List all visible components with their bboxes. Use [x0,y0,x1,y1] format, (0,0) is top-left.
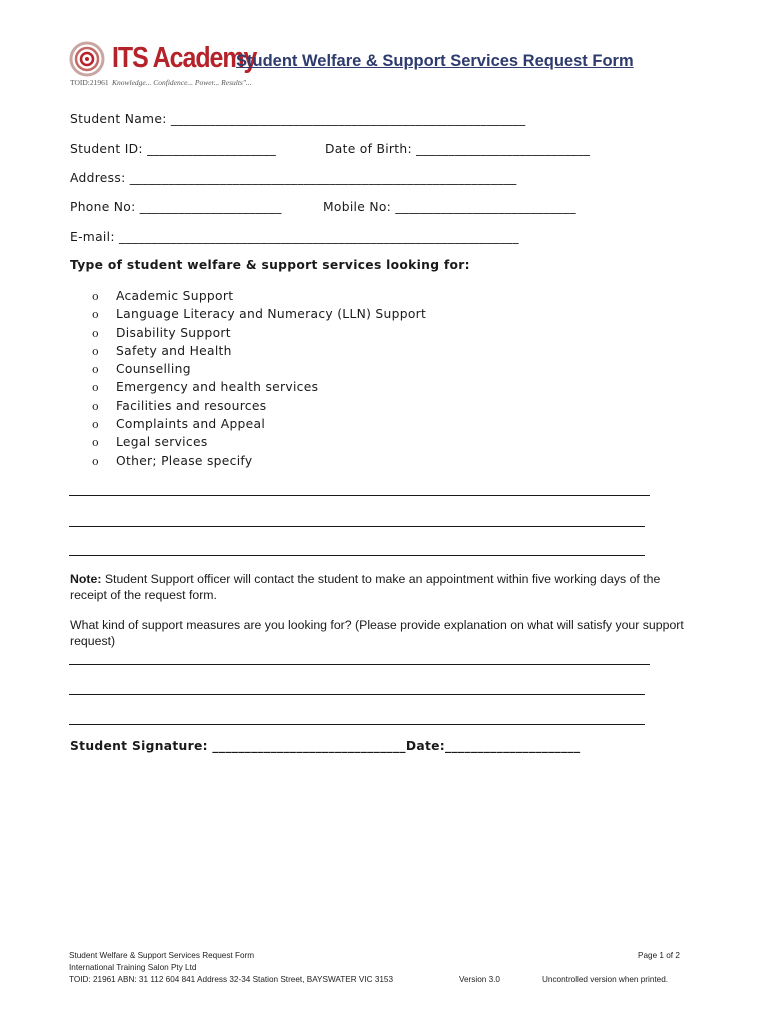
service-label: Emergency and health services [116,380,319,395]
signature-row [70,739,580,753]
mobile-field: Mobile No: ____________________________ [323,200,576,214]
answer-line [69,724,645,725]
note-paragraph [70,572,690,603]
footer-address: TOID: 21961 ABN: 31 112 604 841 Address 32-34 Station Street, BAYSWATER VIC 3153 [69,975,394,984]
bullet-icon: o [92,290,99,303]
service-item [92,361,426,379]
bullet-icon: o [92,363,99,377]
signature-line: ______________________________ [212,739,406,753]
footer-page-number: Page 1 of 2 [638,951,680,960]
student-name-field: Student Name: _______________________________________________________ [70,112,526,126]
signature-label: Student Signature: [70,739,213,753]
service-item [92,306,426,324]
specify-line [69,495,650,496]
footer-version: Version 3.0 [459,975,500,984]
date-of-birth-field: Date of Birth: ___________________________ [325,142,591,156]
service-label: Facilities and resources [116,398,267,413]
footer-uncontrolled: Uncontrolled version when printed. [542,975,669,984]
service-label: Safety and Health [116,343,232,358]
service-item [92,288,426,306]
bullet-icon: o [92,344,99,358]
service-label: Legal services [116,435,208,450]
its-academy-logo [68,40,257,92]
service-label: Complaints and Appeal [116,417,266,432]
logo-tagline: Knowledge... Confidence... Power... Results"... [112,78,252,87]
service-item [92,398,426,416]
note-label: Note: [70,572,102,586]
service-item [92,453,426,471]
date-line: _____________________ [445,739,581,753]
phone-field: Phone No: ______________________ [70,200,282,214]
specify-line [69,555,645,556]
service-item [92,379,426,397]
service-item [92,325,426,343]
service-label: Disability Support [116,325,231,340]
service-item [92,416,426,434]
logo-wordmark: ITS Academy [112,42,257,74]
email-field: E-mail: ______________________________________________________________ [70,230,519,244]
footer-form-name: Student Welfare & Support Services Request Form [69,951,255,960]
service-label: Language Literacy and Numeracy (LLN) Support [116,307,427,322]
swirl-logo-icon [68,40,110,78]
support-question: What kind of support measures are you looking for? (Please provide explanation on what will satisfy your support request) [70,618,684,648]
service-label: Counselling [116,362,191,377]
address-field: Address: ____________________________________________________________ [70,171,517,185]
answer-line [69,694,645,695]
answer-line [69,664,650,665]
bullet-icon: o [92,326,99,340]
bullet-icon: o [92,399,99,413]
bullet-icon: o [92,436,99,450]
bullet-icon: o [92,381,99,395]
services-heading: Type of student welfare & support services looking for: [70,258,470,272]
bullet-icon: o [92,454,99,468]
note-text: Student Support officer will contact the student to make an appointment within five working days of the receipt of the request form. [70,572,661,602]
service-item [92,343,426,361]
bullet-icon: o [92,418,99,432]
service-label: Other; Please specify [116,453,253,468]
student-id-field: Student ID: ____________________ [70,142,277,156]
date-label: Date: [405,739,446,753]
logo-toid: TOID:21961 [70,78,109,87]
form-title: Student Welfare & Support Services Request Form [236,52,634,70]
specify-line [69,526,645,527]
bullet-icon: o [92,308,99,322]
services-list [92,288,426,471]
footer-company: International Training Salon Pty Ltd [69,963,197,972]
service-label: Academic Support [116,289,234,303]
service-item [92,434,426,452]
